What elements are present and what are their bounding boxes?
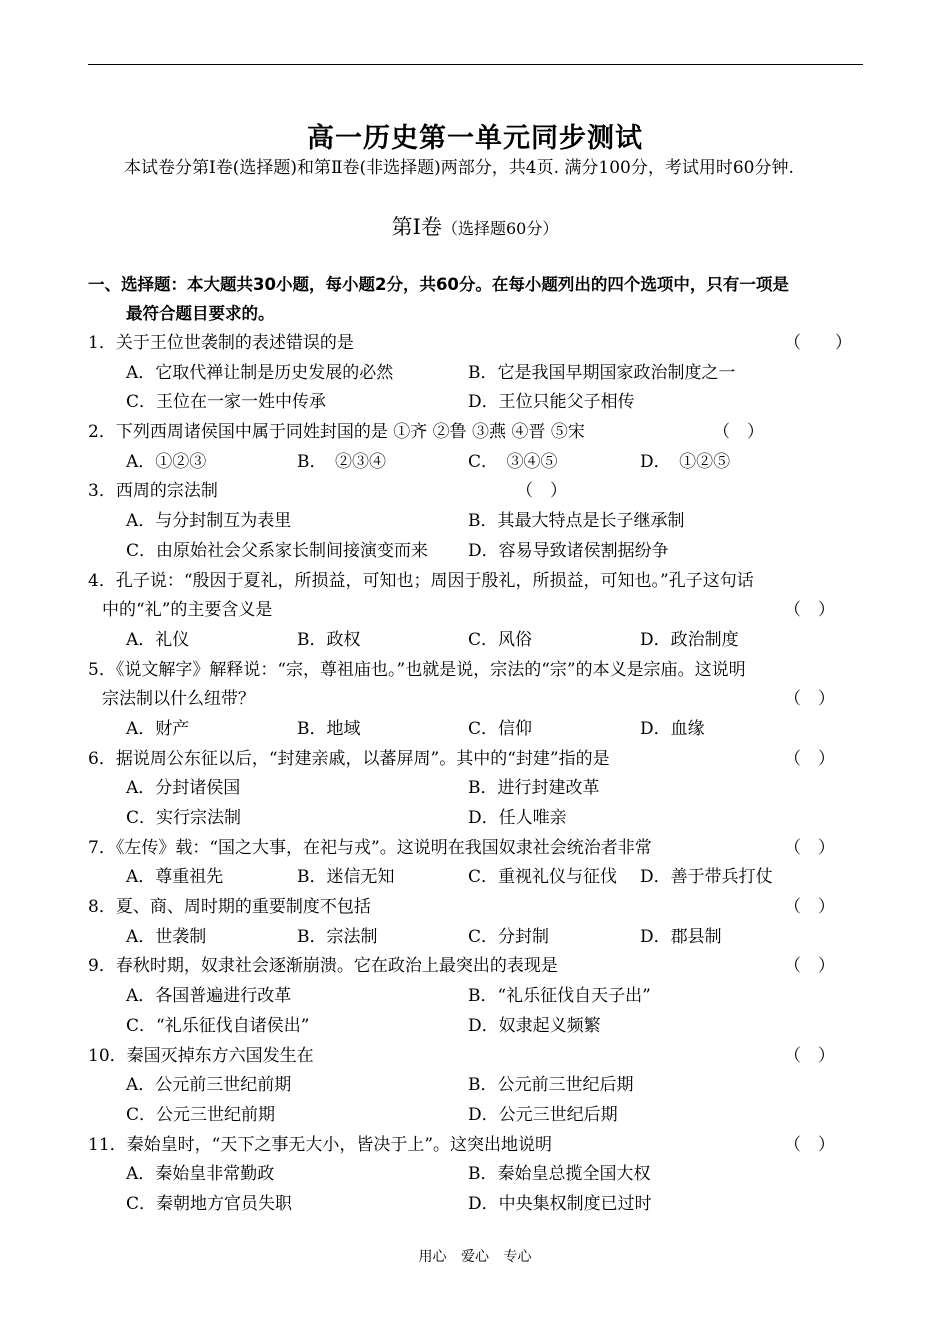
option-b: B．公元前三世纪后期 [468,1075,634,1096]
question-4 [88,567,864,597]
question-5-cont [88,685,864,715]
options-row [88,923,864,953]
section-line-1: 一、选择题：本大题共30小题，每小题2分，共60分。在每小题列出的四个选项中，只有一项是 [88,275,789,294]
option-c: C．秦朝地方官员失职 [126,1193,293,1214]
option-d: D． ①②⑤ [640,451,731,472]
option-a: A．与分封制互为表里 [126,511,292,532]
option-d: D．政治制度 [640,629,739,650]
options-row [88,537,864,567]
question-1 [88,329,864,359]
option-b: B．政权 [297,629,361,650]
answer-paren: （ ） [784,897,835,918]
options-row [88,982,864,1012]
option-a: A．秦始皇非常勤政 [126,1164,275,1185]
option-d: D．血缘 [640,718,705,739]
question-stem: 8．夏、商、周时期的重要制度不包括 [88,897,371,918]
option-b: B．其最大特点是长子继承制 [468,511,685,532]
question-stem-cont: 中的“礼”的主要含义是 [102,600,273,621]
question-stem: 6．据说周公东征以后，“封建亲戚，以蕃屏周”。其中的“封建”指的是 [88,748,610,769]
answer-paren: （ ） [713,422,764,443]
option-c: C．风俗 [468,629,533,650]
answer-paren: （ ） [784,837,835,858]
question-7 [88,834,864,864]
intro-paragraph: 本试卷分第Ⅰ卷(选择题)和第Ⅱ卷(非选择题)两部分，共4页. 满分100分，考试用时60分钟. [124,158,794,178]
option-c: C．信仰 [468,718,533,739]
question-6 [88,745,864,775]
option-c: C．重视礼仪与征伐 [468,867,618,888]
option-a: A．公元前三世纪前期 [126,1075,292,1096]
answer-paren: （ ） [784,600,835,621]
answer-paren: （ ） [784,333,852,353]
question-list [88,329,864,1220]
question-5 [88,656,864,686]
question-stem: 3．西周的宗法制 [88,481,218,502]
question-10 [88,1042,864,1072]
option-b: B． ②③④ [297,451,386,472]
option-b: B．迷信无知 [297,867,395,888]
options-row [88,359,864,389]
page-footer: 用心 爱心 专心 [418,1249,532,1265]
option-c: C．分封制 [468,926,550,947]
option-c: C．实行宗法制 [126,808,242,828]
options-row [88,804,864,834]
option-d: D．公元三世纪后期 [468,1104,618,1125]
option-a: A．①②③ [126,451,207,472]
option-d: D．郡县制 [640,926,722,947]
options-row [88,626,864,656]
question-8 [88,893,864,923]
question-stem: 2．下列西周诸侯国中属于同姓封国的是 ①齐 ②鲁 ③燕 ④晋 ⑤宋 [88,422,585,443]
option-d: D．奴隶起义频繁 [468,1015,601,1036]
part-heading [0,212,950,244]
options-row [88,1071,864,1101]
answer-paren: （ ） [784,689,835,710]
option-a: A．世袭制 [126,926,207,947]
question-stem: 5．《说文解字》解释说：“宗，尊祖庙也。”也就是说，宗法的“宗”的本义是宗庙。这说明 [88,659,746,680]
options-row [88,1190,864,1220]
question-3 [88,477,864,507]
top-rule [88,64,863,65]
answer-paren: （ ） [516,481,567,502]
options-row [88,715,864,745]
option-a: A．礼仪 [126,629,190,650]
option-c: C．“礼乐征伐自诸侯出” [126,1015,310,1036]
option-b: B．进行封建改革 [468,778,600,799]
option-c: C．王位在一家一姓中传承 [126,392,327,413]
question-4-cont [88,596,864,626]
option-d: D．任人唯亲 [468,808,567,828]
option-b: B．地域 [297,718,361,739]
question-9 [88,952,864,982]
question-stem-cont: 宗法制以什么纽带？ [102,689,255,710]
option-c: C．由原始社会父系家长制间接演变而来 [126,540,429,561]
option-a: A．各国普遍进行改革 [126,986,292,1007]
question-stem: 4．孔子说：“殷因于夏礼，所损益，可知也；周因于殷礼，所损益，可知也。”孔子这句话 [88,570,754,591]
options-row [88,1012,864,1042]
answer-paren: （ ） [784,1045,835,1066]
option-b: B．“礼乐征伐自天子出” [468,986,651,1007]
question-2 [88,418,864,448]
options-row [88,1160,864,1190]
question-stem: 10．秦国灭掉东方六国发生在 [88,1045,314,1066]
option-b: B．它是我国早期国家政治制度之一 [468,362,736,383]
option-d: D．中央集权制度已过时 [468,1193,652,1214]
options-row [88,388,864,418]
option-c: C．公元三世纪前期 [126,1104,276,1125]
answer-paren: （ ） [784,956,835,977]
question-stem: 11．秦始皇时，“天下之事无大小，皆决于上”。这突出地说明 [88,1134,553,1155]
options-row [88,507,864,537]
question-stem: 1．关于王位世袭制的表述错误的是 [88,333,354,353]
answer-paren: （ ） [784,748,835,769]
question-stem: 9．春秋时期，奴隶社会逐渐崩溃。它在政治上最突出的表现是 [88,956,558,977]
question-stem: 7．《左传》载：“国之大事，在祀与戎”。这说明在我国奴隶社会统治者非常 [88,837,652,858]
option-b: B．宗法制 [297,926,378,947]
option-d: D．王位只能父子相传 [468,392,635,413]
page-title: 高一历史第一单元同步测试 [307,123,643,154]
options-row [88,448,864,478]
option-a: A．尊重祖先 [126,867,224,888]
options-row [88,863,864,893]
answer-paren: （ ） [784,1134,835,1155]
section-instructions [88,270,864,328]
part-sub: （选择题60分） [441,219,559,238]
options-row [88,1101,864,1131]
option-a: A．分封诸侯国 [126,778,241,799]
section-line-2: 最符合题目要求的。 [126,304,275,323]
option-c: C． ③④⑤ [468,451,558,472]
option-d: D．容易导致诸侯割据纷争 [468,540,669,561]
option-a: A．财产 [126,718,190,739]
option-a: A．它取代禅让制是历史发展的必然 [126,362,394,383]
part-label: 第Ⅰ卷 [391,215,442,239]
option-d: D．善于带兵打仗 [640,867,773,888]
question-11 [88,1131,864,1161]
options-row [88,774,864,804]
option-b: B．秦始皇总揽全国大权 [468,1164,651,1185]
